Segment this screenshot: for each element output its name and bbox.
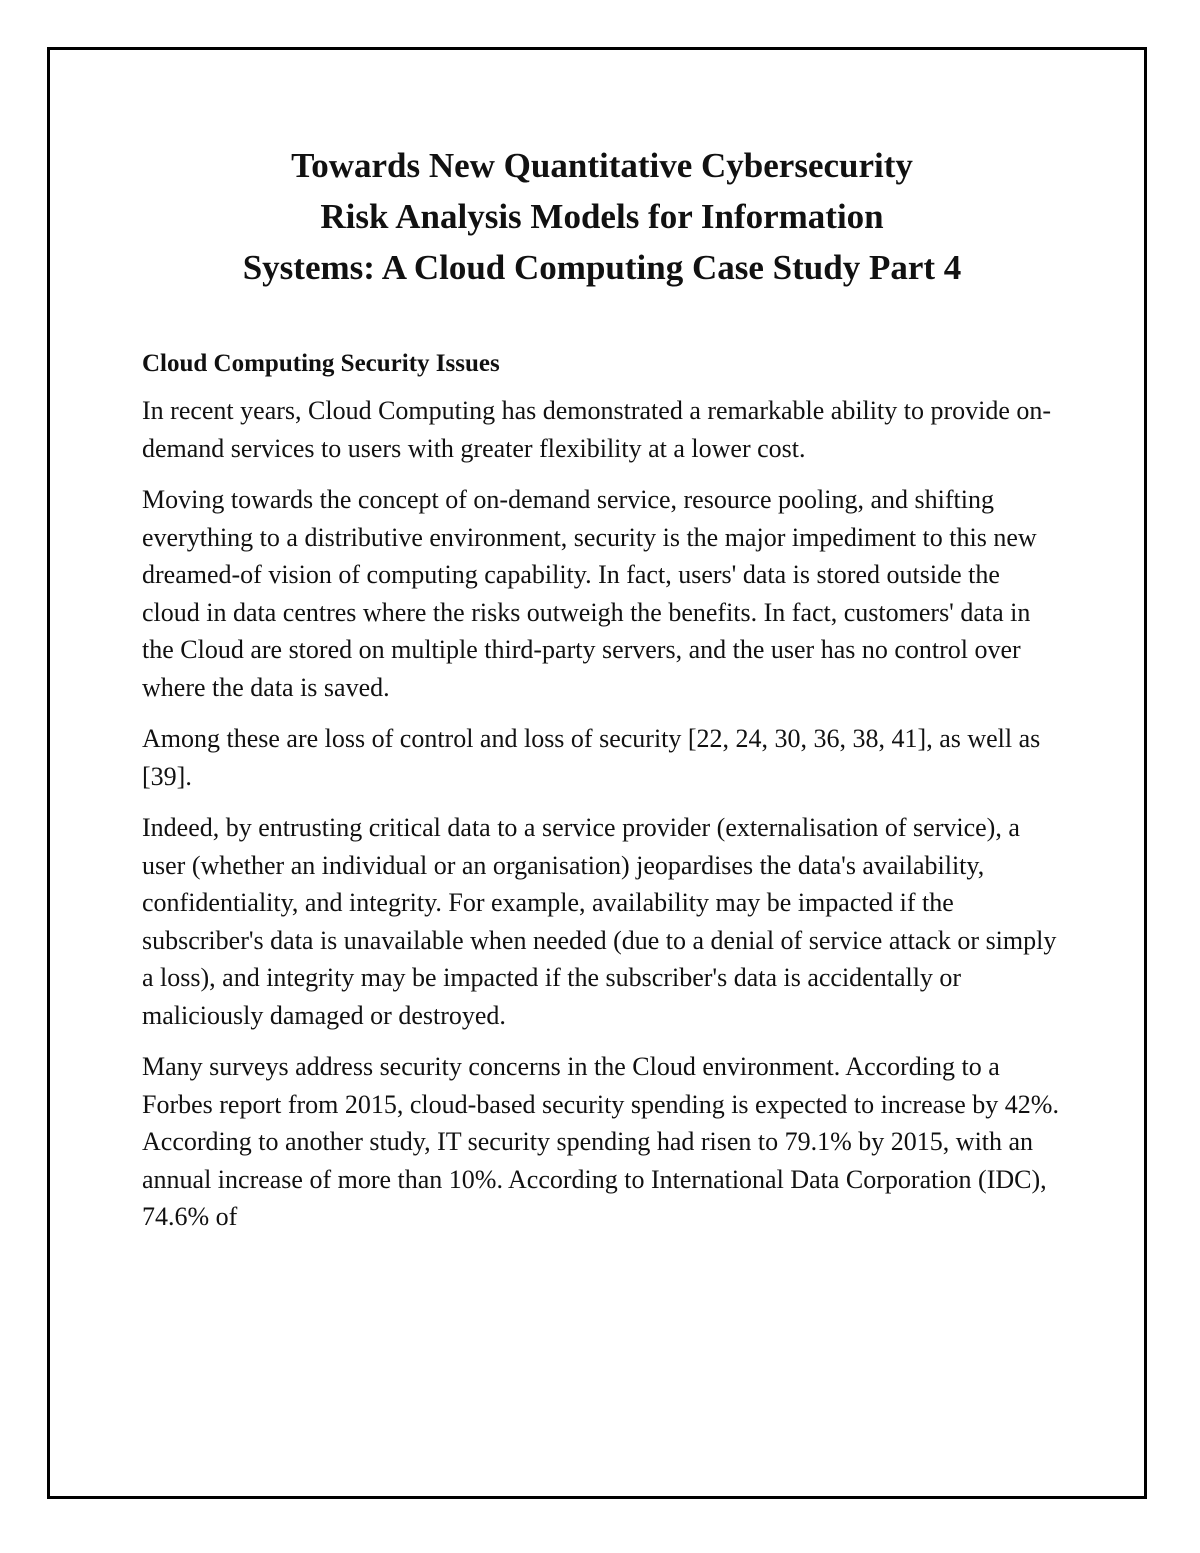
- paragraph-5: Many surveys address security concerns in the Cloud environment. According to a Forbes report from 2015, cloud-based security spending is expected to increase by 42%. According to another study, IT security spending had risen to 79.1% by 2015, with an annual increase of more than 10%. According to International Data Corporation (IDC), 74.6% of: [142, 1052, 1059, 1231]
- document-title: [142, 140, 1062, 293]
- document-content: [142, 140, 1062, 1250]
- paragraph-1: In recent years, Cloud Computing has demonstrated a remarkable ability to provide on-demand services to users with greater flexibility at a lower cost.: [142, 396, 1052, 463]
- title-line-3: Systems: A Cloud Computing Case Study Part 4: [242, 248, 962, 287]
- paragraph-3: Among these are loss of control and loss of security [22, 24, 30, 36, 38, 41], as well as [39].: [142, 724, 1041, 791]
- title-line-1: Towards New Quantitative Cybersecurity: [291, 146, 913, 185]
- title-line-2: Risk Analysis Models for Information: [320, 197, 884, 236]
- paragraph-2: Moving towards the concept of on-demand service, resource pooling, and shifting everything to a distributive environment, security is the major impediment to this new dreamed-of vision of computing capability. In fact, users' data is stored outside the cloud in data centres where the risks outweigh the benefits. In fact, customers' data in the Cloud are stored on multiple third-party servers, and the user has no control over where the data is saved.: [142, 485, 1037, 702]
- paragraph-4: Indeed, by entrusting critical data to a service provider (externalisation of service), a user (whether an individual or an organisation) jeopardises the data's availability, confidentiality, and integrity. For example, availability may be impacted if the subscriber's data is unavailable when needed (due to a denial of service attack or simply a loss), and integrity may be impacted if the subscriber's data is accidentally or maliciously damaged or destroyed.: [142, 813, 1057, 1030]
- section-heading: Cloud Computing Security Issues: [142, 350, 500, 377]
